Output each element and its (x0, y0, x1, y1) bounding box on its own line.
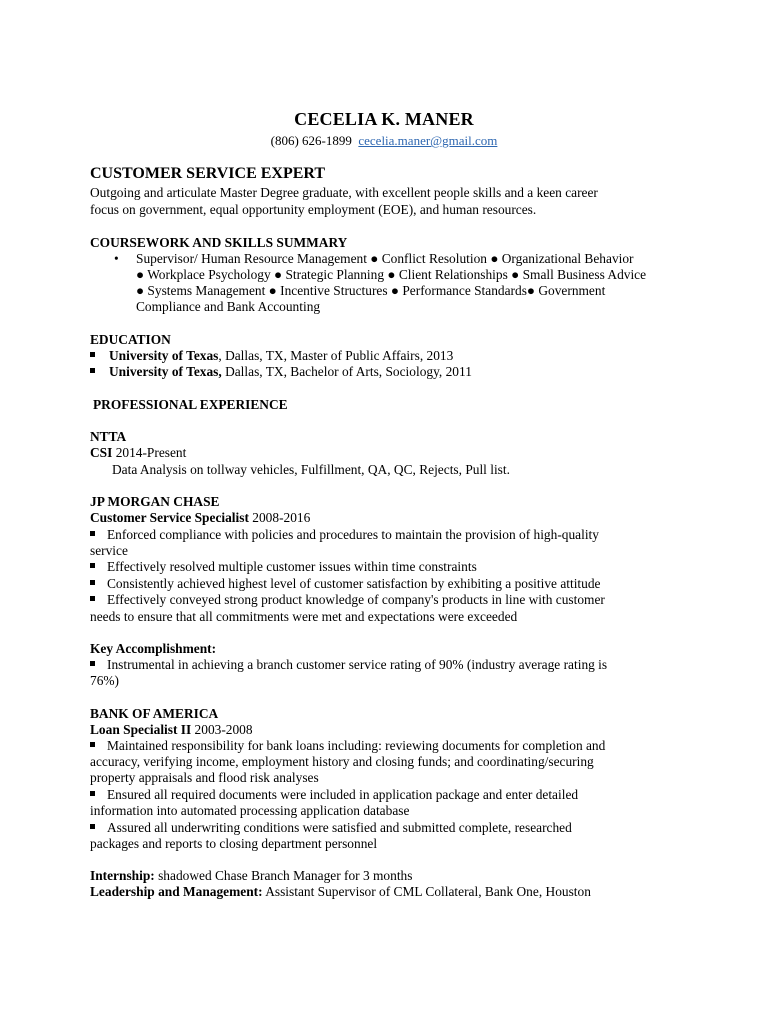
chase-company: JP MORGAN CHASE (90, 494, 220, 509)
education-heading: EDUCATION (90, 332, 171, 347)
boa-bullet-3-cont: packages and reports to closing department personnel (90, 836, 378, 851)
chase-role: Customer Service Specialist (90, 510, 249, 525)
bullet-text: Instrumental in achieving a branch customer service rating of 90% (industry average rating is (107, 657, 608, 672)
square-bullet-icon (90, 563, 95, 568)
bullet-text: Effectively conveyed strong product knowledge of company's products in line with customer (107, 592, 605, 607)
square-bullet-icon (90, 531, 95, 536)
square-bullet-icon (90, 742, 95, 747)
summary-line-1: Outgoing and articulate Master Degree graduate, with excellent people skills and a keen career (90, 185, 598, 200)
square-bullet-icon (90, 580, 95, 585)
boa-bullet-1-cont2: property appraisals and flood risk analyses (90, 770, 319, 785)
key-accomplishment-cont: 76%) (90, 673, 120, 688)
internship-line (90, 868, 412, 884)
chase-bullet-4-cont: needs to ensure that all commitments were met and expectations were exceeded (90, 609, 518, 624)
boa-dates: 2003-2008 (191, 722, 253, 737)
leadership-text: Assistant Supervisor of CML Collateral, Bank One, Houston (262, 884, 591, 899)
square-bullet-icon (90, 661, 95, 666)
email-link[interactable]: cecelia.maner@gmail.com (358, 133, 498, 148)
summary-line-2: focus on government, equal opportunity employment (EOE), and human resources. (90, 202, 537, 217)
phone-number: (806) 626-1899 (270, 133, 352, 148)
square-bullet-icon (90, 791, 95, 796)
contact-line (0, 133, 768, 149)
boa-role-line (90, 722, 253, 738)
chase-bullet-2 (90, 559, 477, 575)
skills-bullet: • (114, 251, 119, 266)
education-detail: , Dallas, TX, Master of Public Affairs, 2013 (218, 348, 454, 363)
boa-bullet-2-cont: information into automated processing application database (90, 803, 410, 818)
square-bullet-icon (90, 368, 95, 373)
bullet-text: Assured all underwriting conditions were satisfied and submitted complete, researched (107, 820, 572, 835)
chase-dates: 2008-2016 (248, 510, 311, 525)
candidate-name: CECELIA K. MANER (294, 109, 474, 129)
skills-line-2: ● Workplace Psychology ● Strategic Planning ● Client Relationships ● Small Business Advice (136, 267, 647, 282)
education-item (90, 364, 472, 380)
bullet-text: Effectively resolved multiple customer issues within time constraints (107, 559, 477, 574)
ntta-dates: 2014-Present (112, 445, 187, 460)
key-accomplishment-heading: Key Accomplishment: (90, 641, 217, 656)
boa-bullet-1-cont: accuracy, verifying income, employment history and closing funds; and coordinating/securing (90, 754, 594, 769)
bullet-text: Consistently achieved highest level of customer satisfaction by exhibiting a positive attitude (107, 576, 601, 591)
skills-line-3: ● Systems Management ● Incentive Structures ● Performance Standards● Government (136, 283, 606, 298)
resume-headline: CUSTOMER SERVICE EXPERT (90, 165, 326, 182)
square-bullet-icon (90, 824, 95, 829)
square-bullet-icon (90, 352, 95, 357)
leadership-line (90, 884, 591, 900)
internship-text: shadowed Chase Branch Manager for 3 months (154, 868, 413, 883)
education-item (90, 348, 453, 364)
boa-bullet-3 (90, 820, 572, 836)
ntta-description: Data Analysis on tollway vehicles, Fulfillment, QA, QC, Rejects, Pull list. (112, 462, 510, 477)
education-school: University of Texas (109, 348, 219, 363)
education-detail: Dallas, TX, Bachelor of Arts, Sociology, 2011 (221, 364, 472, 379)
ntta-role: CSI (90, 445, 113, 460)
ntta-role-line (90, 445, 186, 461)
bullet-text: Ensured all required documents were included in application package and enter detailed (107, 787, 579, 802)
key-accomplishment-item (90, 657, 607, 673)
experience-heading: PROFESSIONAL EXPERIENCE (93, 397, 288, 412)
chase-role-line (90, 510, 310, 526)
boa-company: BANK OF AMERICA (90, 706, 219, 721)
square-bullet-icon (90, 596, 95, 601)
chase-bullet-1 (90, 527, 599, 543)
education-school: University of Texas, (109, 364, 222, 379)
bullet-text: Maintained responsibility for bank loans including: reviewing documents for completion and (107, 738, 606, 753)
chase-bullet-3 (90, 576, 601, 592)
skills-line-4: Compliance and Bank Accounting (136, 299, 321, 314)
bullet-text: Enforced compliance with policies and procedures to maintain the provision of high-quality (107, 527, 599, 542)
chase-bullet-1-cont: service (90, 543, 128, 558)
skills-heading: COURSEWORK AND SKILLS SUMMARY (90, 235, 348, 250)
boa-bullet-1 (90, 738, 605, 754)
chase-bullet-4 (90, 592, 605, 608)
internship-label: Internship: (90, 868, 155, 883)
skills-line-1: Supervisor/ Human Resource Management ● Conflict Resolution ● Organizational Behavior (136, 251, 634, 266)
leadership-label: Leadership and Management: (90, 884, 263, 899)
boa-bullet-2 (90, 787, 578, 803)
ntta-company: NTTA (90, 429, 127, 444)
boa-role: Loan Specialist II (90, 722, 192, 737)
